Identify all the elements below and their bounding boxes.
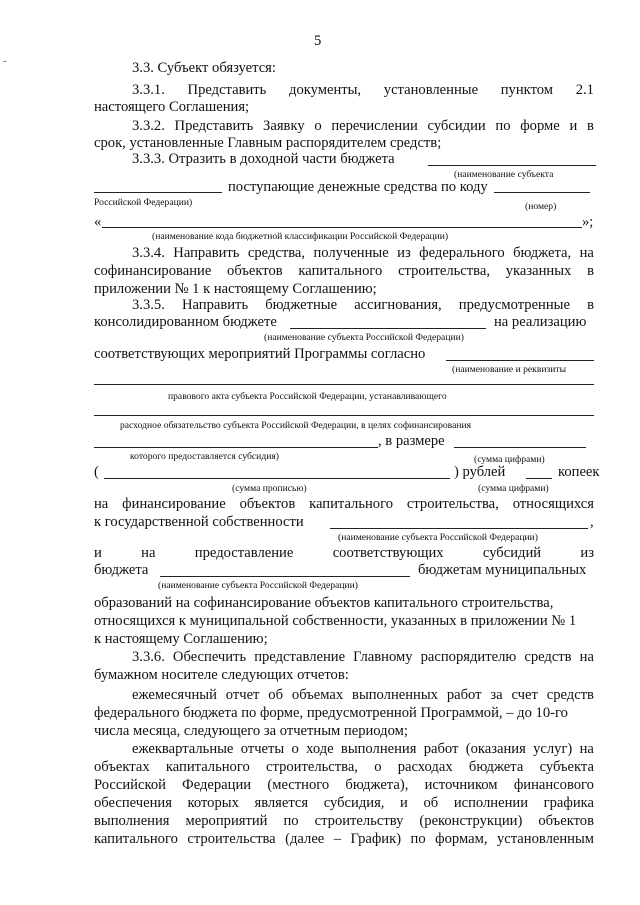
monthly-report-line2: федерального бюджета по форме, предусмотренной Программой, – до 10-го [94,705,568,721]
quarterly-report-line5: выполнения мероприятий по строительству (реконструкции) объектов [94,813,594,829]
caption-expense: расходное обязательство субъекта Российской Федерации, в целях софинансирования [120,420,472,431]
paren-open: ( [94,464,99,480]
quarterly-report-line4: обеспечения которых является субсидия, и об исполнении графика [94,795,594,811]
blank-legal-act [94,384,594,385]
blank-consolidated-budget [290,328,486,329]
caption-subject-name: (наименование субъекта [454,169,554,180]
clause-3-3-2-line2: срок, установленные Главным распорядителем средств; [94,135,442,151]
blank-subject-name [428,165,596,166]
blank-subject-budget [160,576,410,577]
blank-state-subject [330,528,588,529]
quote-open: « [94,214,102,230]
quarterly-report-line2: объектах капитального строительства, о расходах бюджета субъекта [94,759,594,775]
clause-3-3-5-line3: соответствующих мероприятий Программы согласно [94,346,426,362]
margin-mark: - [3,55,7,67]
monthly-report-line1: ежемесячный отчет об объемах выполненных работ за счет средств [132,687,594,703]
income-by-code-text: поступающие денежные средства по коду [228,179,488,195]
page-number: 5 [314,33,322,49]
in-amount-text: , в размере [378,433,445,449]
clause-3-3-5-line2-start: консолидированном бюджете [94,314,277,330]
municipal-line1: образований на софинансирование объектов капитального строительства, [94,595,554,611]
blank-kbk-name [102,227,582,228]
caption-subsidy: которого предоставляется субсидия) [130,451,279,462]
clause-3-3-6-line2: бумажном носителе следующих отчетов: [94,667,349,683]
clause-3-3-5-line1: 3.3.5. Направить бюджетные ассигнования, предусмотренные в [132,297,594,313]
clause-3-3-4-line1: 3.3.4. Направить средства, полученные из федерального бюджета, на [132,245,594,261]
blank-subsidy-purpose [94,447,378,448]
caption-subject-rf: (наименование субъекта Российской Федерации) [264,332,464,343]
caption-digits-2: (сумма цифрами) [478,483,549,494]
blank-name-req [446,360,594,361]
financing-line1: на финансирование объектов капитального строительства, относящихся [94,496,594,512]
caption-legal-act: правового акта субъекта Российской Федерации, устанавливающего [168,391,447,402]
clause-3-3-2-line1: 3.3.2. Представить Заявку о перечислении субсидии по форме и в [132,118,594,134]
quote-close: »; [582,214,594,230]
municipal-line3: к настоящему Соглашению; [94,631,268,647]
caption-subject-rf-3: (наименование субъекта Российской Федерации) [158,580,358,591]
clause-3-3-1-line1: 3.3.1. Представить документы, установленные пунктом 2.1 [132,82,594,98]
clause-3-3-5-line2-end: на реализацию [494,314,587,330]
clause-3-3-1-line2: настоящего Соглашения; [94,99,250,115]
caption-rf: Российской Федерации) [94,197,193,208]
provision-line1: и на предоставление соответствующих субсидий из [94,545,594,561]
caption-number: (номер) [525,201,557,212]
blank-code-number [494,192,590,193]
municipal-line2: относящихся к муниципальной собственности, указанных в приложении № 1 [94,613,577,629]
quarterly-report-line6: капитального строительства (далее – График) по формам, установленным [94,831,594,847]
caption-words: (сумма прописью) [232,483,307,494]
clause-3-3-4-line2: софинансирование объектов капитального строительства, указанных в [94,263,594,279]
comma: , [590,514,594,530]
caption-subject-rf-2: (наименование субъекта Российской Федерации) [338,532,538,543]
blank-amount-words [104,478,450,479]
caption-kbk: (наименование кода бюджетной классификации Российской Федерации) [152,231,449,242]
blank-subject-name-cont [94,192,222,193]
caption-name-req: (наименование и реквизиты [452,364,567,375]
clause-3-3: 3.3. Субъект обязуется: [132,60,276,76]
blank-amount-digits [454,447,586,448]
financing-line2: к государственной собственности [94,514,304,530]
caption-digits: (сумма цифрами) [474,454,545,465]
quarterly-report-line3: Российской Федерации (местного бюджета), источником финансового [94,777,594,793]
monthly-report-line3: числа месяца, следующего за отчетным периодом; [94,723,408,739]
rubles-text: ) рублей [454,464,506,480]
kopecks-text: копеек [558,464,600,480]
quarterly-report-line1: ежеквартальные отчеты о ходе выполнения работ (оказания услуг) на [132,741,594,757]
budget-word: бюджета [94,562,149,578]
municipal-budgets-text: бюджетам муниципальных [418,562,587,578]
clause-3-3-3-line1: 3.3.3. Отразить в доходной части бюджета [132,151,395,167]
blank-expense [94,415,594,416]
clause-3-3-4-line3: приложении № 1 к настоящему Соглашению; [94,281,377,297]
blank-kopecks [526,478,552,479]
clause-3-3-6-line1: 3.3.6. Обеспечить представление Главному распорядителю средств на [132,649,594,665]
